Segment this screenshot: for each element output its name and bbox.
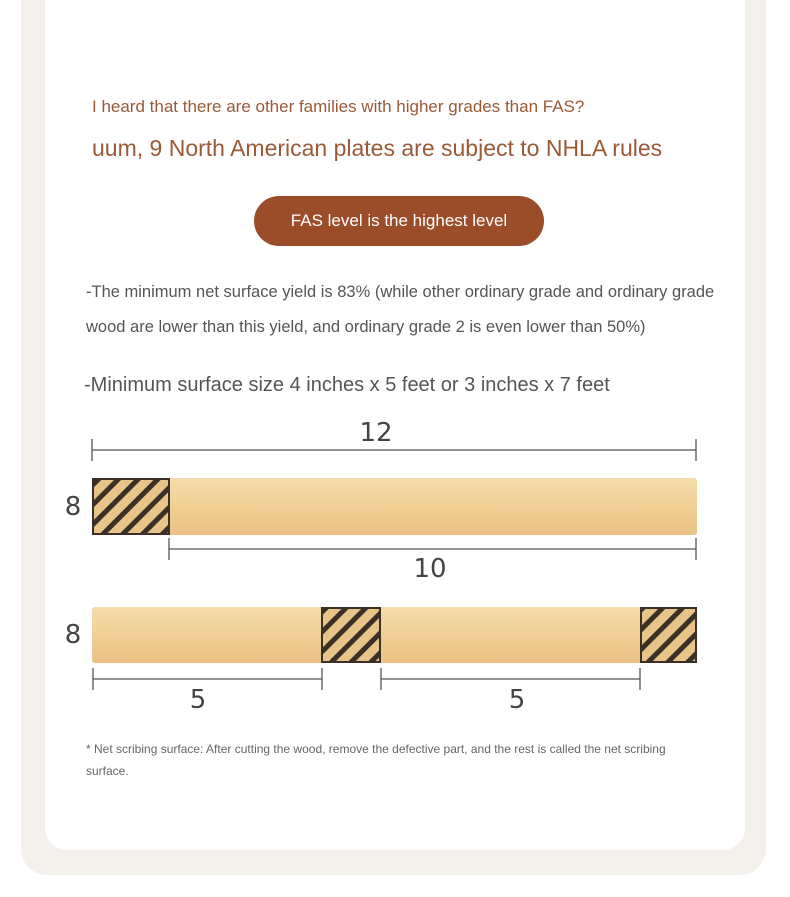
board2-segment2-label: 5 [508, 685, 526, 715]
board2-segment1-dimension [93, 668, 322, 690]
board2-segment1-label: 5 [189, 685, 207, 715]
board2-defect-end [641, 608, 696, 662]
board2-width-label: 8 [64, 620, 82, 650]
answer-text: uum, 9 North American plates are subject to NHLA rules [92, 135, 663, 161]
board1-defect [93, 479, 169, 534]
board1-wood [92, 478, 697, 535]
board2-wood [92, 607, 697, 663]
highest-level-badge: FAS level is the highest level [254, 196, 544, 246]
yield-point: -The minimum net surface yield is 83% (while other ordinary grade and ordinary grade wood are lower than this yield, and ordinary grade 2 is even lower than 50%) [86, 283, 715, 336]
board1-total-dimension [92, 439, 696, 461]
question-text: I heard that there are other families with higher grades than FAS? [92, 97, 585, 116]
board1-total-length-label: 12 [359, 418, 393, 448]
footnote: * Net scribing surface: After cutting the wood, remove the defective part, and the rest is called the net scribing surface. [86, 742, 666, 778]
board1-width-label: 8 [64, 492, 82, 522]
size-point: -Minimum surface size 4 inches x 5 feet or 3 inches x 7 feet [84, 374, 610, 396]
board1-clear-length-label: 10 [413, 554, 447, 584]
board2-defect-middle [322, 608, 380, 662]
